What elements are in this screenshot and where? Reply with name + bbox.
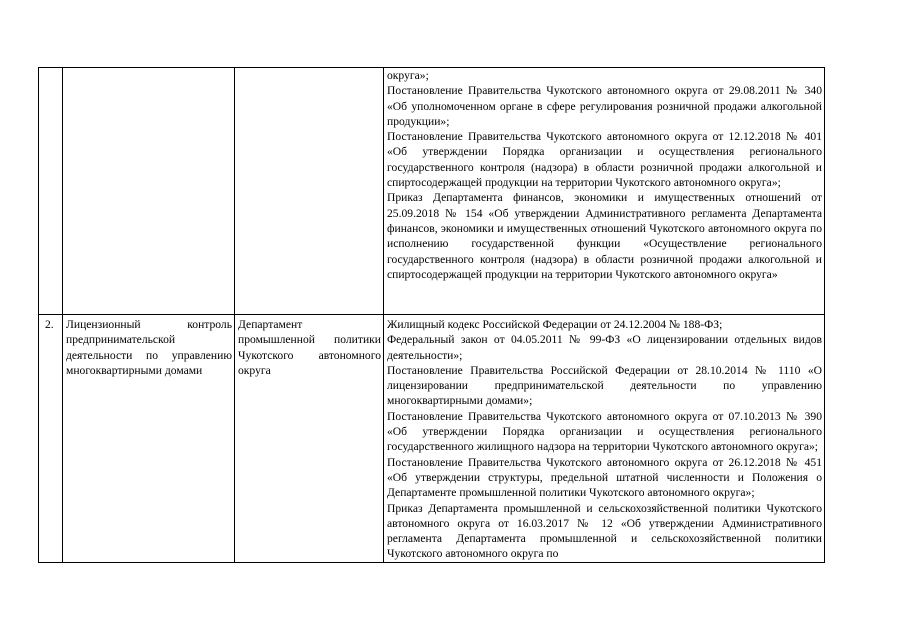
table-row: [39, 315, 825, 563]
legal-act-item: Постановление Правительства Чукотского автономного округа от 12.12.2018 № 401 «Об утверждении Порядка организации и осуществления регионального государственного контроля (надзора) в области розничной продажи алкогольной и спиртосодержащей продукции на территории Чукотского автономного округа»;: [387, 130, 822, 190]
legal-acts-table: [38, 67, 825, 563]
legal-acts-cell: [384, 315, 825, 563]
legal-acts-cell: [384, 68, 825, 315]
table-row: [39, 68, 825, 315]
legal-act-item: Постановление Правительства Чукотского автономного округа от 26.12.2018 № 451 «Об утверждении структуры, предельной штатной численности и Положения о Департаменте промышленной политики Чукотского автономного округа»;: [387, 455, 822, 500]
legal-act-item: Приказ Департамента промышленной и сельскохозяйственной политики Чукотского автономного округа от 16.03.2017 № 12 «Об утверждении Административного регламента Департамента промышленной и сельскохозяйственной политики Чукотского автономного округа по: [387, 501, 822, 561]
authority-cell: [235, 68, 384, 315]
legal-act-item: Федеральный закон от 04.05.2011 № 99-ФЗ «О лицензировании отдельных видов деятельности»;: [387, 333, 822, 362]
legal-act-item: Жилищный кодекс Российской Федерации от 24.12.2004 № 188-ФЗ;: [387, 318, 723, 331]
row-number-cell: 2.: [39, 315, 63, 563]
control-type-cell: Лицензионный контроль предпринимательской деятельности по управлению многоквартирными домами: [63, 315, 235, 563]
control-type-cell: [63, 68, 235, 315]
legal-act-item: Приказ Департамента финансов, экономики и имущественных отношений от 25.09.2018 № 154 «Об утверждении Административного регламента Департамента финансов, экономики и имущественных отношений Чукотского автономного округа по исполнению государственной функции «Осуществление регионального государственного контроля (надзора) в области розничной продажи алкогольной и спиртосодержащей продукции на территории Чукотского автономного округа»: [387, 191, 822, 281]
legal-act-item: Постановление Правительства Российской Федерации от 28.10.2014 № 1110 «О лицензировании предпринимательской деятельности по управлению многоквартирными домами»;: [387, 363, 822, 408]
legal-act-item: Постановление Правительства Чукотского автономного округа от 29.08.2011 № 340 «Об уполномоченном органе в сфере регулирования розничной продажи алкогольной продукции»;: [387, 84, 822, 128]
authority-cell: Департамент промышленной политики Чукотского автономного округа: [235, 315, 384, 563]
legal-act-item: Постановление Правительства Чукотского автономного округа от 07.10.2013 № 390 «Об утверждении Порядка организации и осуществления регионального государственного жилищного надзора на территории Чукотского автономного округа»;: [387, 409, 822, 454]
legal-act-item: округа»;: [387, 69, 429, 82]
row-number-cell: [39, 68, 63, 315]
